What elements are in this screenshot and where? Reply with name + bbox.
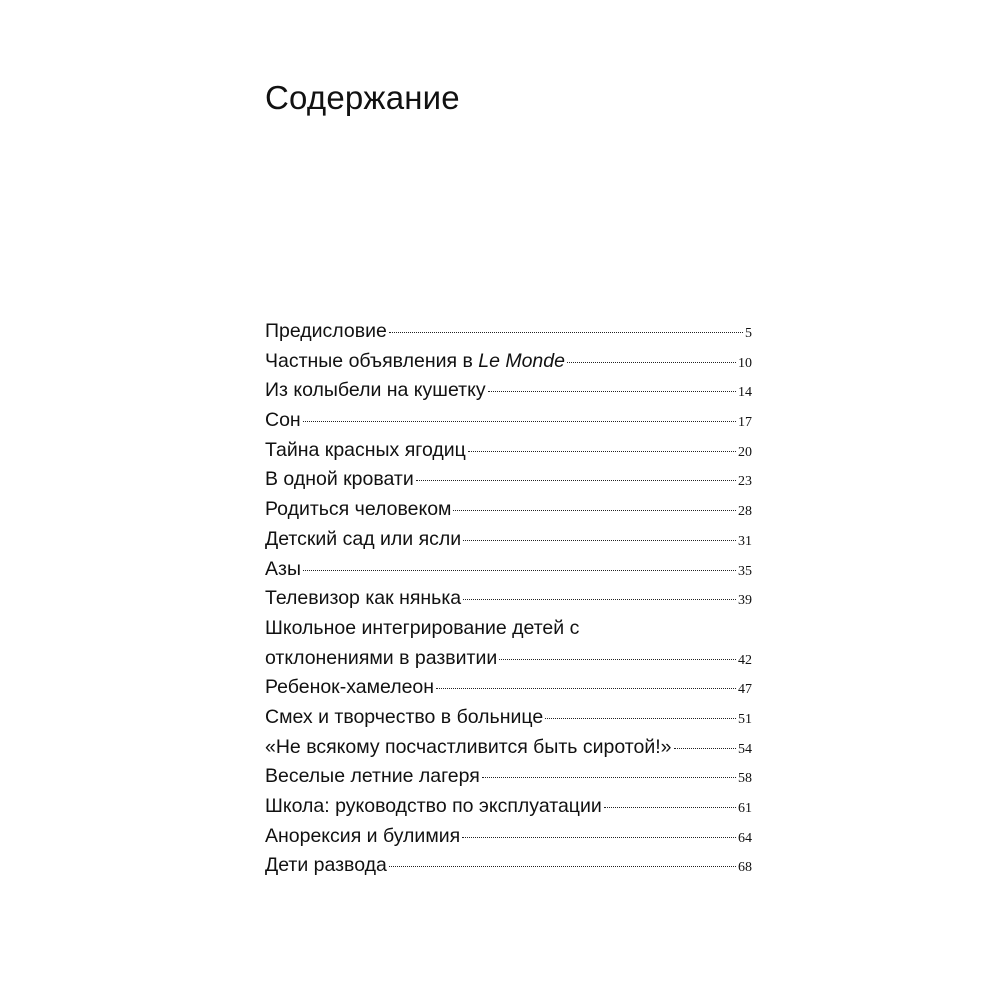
toc-page-number: 58 <box>738 771 752 787</box>
toc-line <box>265 406 752 436</box>
dot-leader <box>389 332 743 333</box>
dot-leader <box>488 391 736 392</box>
toc-line <box>265 347 752 377</box>
toc-entry-title-text: Из колыбели на кушетку <box>265 379 486 402</box>
toc-entry <box>265 584 752 614</box>
toc-line <box>265 525 752 555</box>
toc-entry <box>265 347 752 377</box>
toc-line <box>265 376 752 406</box>
toc-entry-title <box>265 614 579 644</box>
toc-page-number: 61 <box>738 801 752 816</box>
toc-page-number: 39 <box>738 593 752 609</box>
toc-line <box>265 792 752 822</box>
toc-entry-title-text: Тайна красных ягодиц <box>265 438 466 461</box>
toc-entry-title <box>265 436 466 466</box>
toc-entry <box>265 555 752 585</box>
toc-entry <box>265 703 752 733</box>
toc-line <box>265 495 752 525</box>
dot-leader <box>468 451 736 452</box>
toc-entry-title-text: Телевизор как нянька <box>265 587 462 610</box>
toc-entry-title <box>265 525 461 555</box>
toc-entry-title <box>265 317 387 347</box>
dot-leader <box>303 570 736 571</box>
toc-line <box>265 851 752 881</box>
dot-leader <box>463 540 736 541</box>
toc-page-number: 51 <box>738 711 752 727</box>
toc-line <box>265 703 752 733</box>
toc-page-number: 54 <box>738 741 752 757</box>
toc-page-number: 20 <box>738 444 752 460</box>
dot-leader <box>482 777 736 778</box>
toc-line <box>265 584 752 614</box>
toc-entry-title-text: Веселые летние лагеря <box>265 765 480 788</box>
toc-entry-title-text: Ребенок-хамелеон <box>265 676 435 699</box>
toc-entry-title-text: Родиться человеком <box>265 498 452 521</box>
toc-entry-title <box>265 851 387 881</box>
toc-line <box>265 644 752 674</box>
toc-entry-title <box>265 703 543 733</box>
toc-entry-title <box>265 584 461 614</box>
toc-line <box>265 762 752 792</box>
toc-entry <box>265 733 752 763</box>
table-of-contents <box>265 317 752 881</box>
toc-entry-title <box>265 555 301 585</box>
toc-page-number: 28 <box>738 504 752 520</box>
toc-page-number: 10 <box>738 355 752 371</box>
toc-page-number: 68 <box>738 860 752 876</box>
toc-entry-title <box>265 792 602 822</box>
toc-entry-title <box>265 347 565 377</box>
toc-entry-title-text: Детский сад или ясли <box>265 527 462 550</box>
toc-page-number: 17 <box>738 415 752 431</box>
toc-entry-title-text: Частные объявления в <box>265 349 479 372</box>
toc-line <box>265 317 752 347</box>
dot-leader <box>545 718 736 719</box>
toc-line <box>265 733 752 763</box>
dot-leader <box>674 748 737 749</box>
toc-entry-title <box>265 644 497 674</box>
toc-entry-title-text: Школьное интегрирование детей с <box>265 616 580 639</box>
toc-entry-title <box>265 733 672 763</box>
dot-leader <box>436 688 736 689</box>
toc-entry <box>265 406 752 436</box>
toc-entry-title <box>265 465 414 495</box>
toc-entry <box>265 614 752 673</box>
toc-entry <box>265 851 752 881</box>
toc-entry-title <box>265 376 486 406</box>
toc-line <box>265 822 752 852</box>
toc-entry-title-text: Смех и творчество в больнице <box>265 705 544 728</box>
toc-page-number: 64 <box>738 830 752 846</box>
toc-entry-title <box>265 762 480 792</box>
toc-line <box>265 436 752 466</box>
toc-entry-title-text: Азы <box>265 557 301 580</box>
toc-entry-title-text: отклонениями в развитии <box>265 646 498 669</box>
toc-entry-title <box>265 822 460 852</box>
toc-entry-title-text: Анорексия и булимия <box>265 824 461 847</box>
dot-leader <box>499 659 736 660</box>
dot-leader <box>567 362 736 363</box>
dot-leader <box>462 837 736 838</box>
toc-page-number: 47 <box>738 682 752 698</box>
dot-leader <box>453 510 736 511</box>
toc-entry-title-italic: Le Monde <box>478 349 565 372</box>
toc-line <box>265 555 752 585</box>
toc-entry <box>265 762 752 792</box>
toc-page-number: 31 <box>738 533 752 549</box>
toc-line <box>265 614 752 644</box>
contents-title: Содержание <box>265 79 460 116</box>
toc-line <box>265 673 752 703</box>
toc-entry-title-text: Предисловие <box>265 320 387 342</box>
toc-entry <box>265 436 752 466</box>
toc-entry-title <box>265 495 451 525</box>
toc-entry <box>265 317 752 347</box>
toc-page-number: 42 <box>738 652 752 668</box>
toc-entry-title <box>265 406 301 436</box>
toc-page-number: 5 <box>745 326 752 341</box>
toc-entry <box>265 792 752 822</box>
toc-entry-title-text: Дети развода <box>265 854 387 877</box>
toc-entry <box>265 465 752 495</box>
toc-entry <box>265 525 752 555</box>
toc-entry <box>265 822 752 852</box>
dot-leader <box>604 807 736 808</box>
dot-leader <box>389 866 736 867</box>
dot-leader <box>416 480 736 481</box>
toc-entry <box>265 673 752 703</box>
toc-entry <box>265 495 752 525</box>
toc-entry-title-text: Школа: руководство по эксплуатации <box>265 795 602 817</box>
dot-leader <box>463 599 736 600</box>
toc-page-number: 23 <box>738 474 752 490</box>
dot-leader <box>303 421 736 422</box>
toc-entry-title-text: В одной кровати <box>265 468 414 491</box>
toc-page-number: 35 <box>738 563 752 579</box>
toc-line <box>265 465 752 495</box>
toc-entry-title <box>265 673 434 703</box>
toc-entry-title-text: Сон <box>265 409 301 432</box>
toc-entry <box>265 376 752 406</box>
toc-page-number: 14 <box>738 385 752 401</box>
toc-entry-title-text: «Не всякому посчастливится быть сиротой!» <box>265 735 672 758</box>
